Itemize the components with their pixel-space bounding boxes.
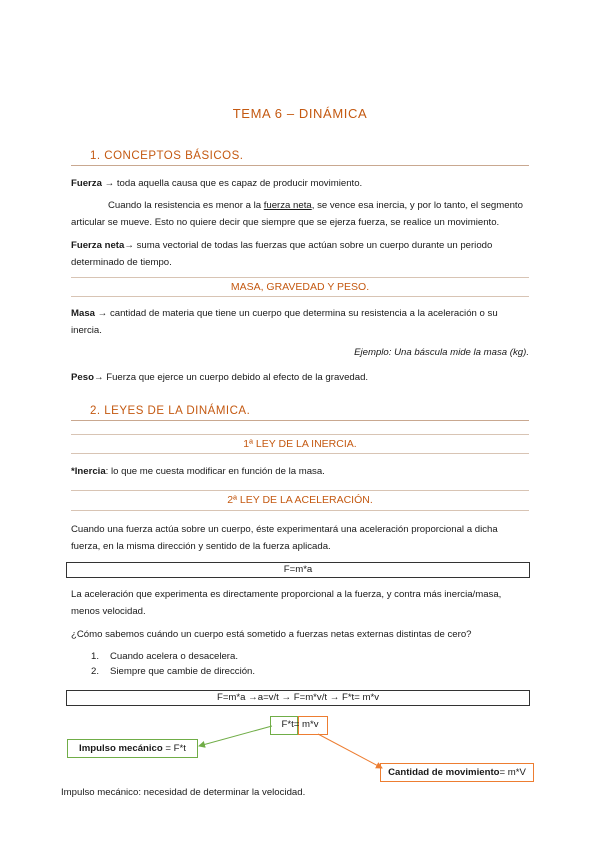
formula-chain-box: F=m*a →a=v/t → F=m*v/t → F*t= m*v xyxy=(66,690,530,706)
resistencia-text-3: articular se mueve. Esto no quiere decir que siempre que se ejerza fuerza, se realice un movimiento. xyxy=(71,216,500,228)
fuerza-neta-term: Fuerza neta xyxy=(71,240,125,251)
ley2-heading: 2ª LEY DE LA ACELERACIÓN. xyxy=(227,494,373,506)
peso-definition: Fuerza que ejerce un cuerpo debido al efecto de la gravedad. xyxy=(106,372,369,383)
impulso-arrow xyxy=(199,726,272,746)
fuerza-arrow: → xyxy=(101,178,117,189)
section-2-heading: 2. LEYES DE LA DINÁMICA. xyxy=(90,405,251,417)
impulso-mecanico-box xyxy=(67,739,198,758)
impulso-value: = F*t xyxy=(162,743,186,754)
masa-text-1: cantidad de materia que tiene un cuerpo que determina su resistencia a la aceleración o su xyxy=(109,308,498,319)
fuerza-definition: toda aquella causa que es capaz de producir movimiento. xyxy=(116,178,363,189)
impulse-momentum-formula: F*t= m*v xyxy=(281,719,319,730)
resistencia-text-1: Cuando la resistencia es menor a la xyxy=(108,200,264,211)
page-title: TEMA 6 – DINÁMICA xyxy=(232,106,368,121)
inercia-definition: : lo que me cuesta modificar en función de la masa. xyxy=(105,466,325,477)
cantidad-term: Cantidad de movimiento xyxy=(388,767,500,778)
ejemplo-text: Ejemplo: Una báscula mide la masa (kg). xyxy=(354,347,529,358)
list-item-text: Siempre que cambie de dirección. xyxy=(110,666,256,677)
cantidad-value: = m*V xyxy=(499,767,526,778)
masa-arrow: → xyxy=(95,308,110,319)
ley2-text-2: fuerza, en la misma dirección y sentido de la fuerza aplicada. xyxy=(71,540,331,552)
masa-heading: MASA, GRAVEDAD Y PESO. xyxy=(230,281,370,293)
formula-f-ma-box: F=m*a xyxy=(66,562,530,578)
section-1-heading: 1. CONCEPTOS BÁSICOS. xyxy=(90,150,244,162)
fuerza-term: Fuerza xyxy=(71,178,102,189)
peso-arrow: → xyxy=(93,372,107,383)
ley2-text-1: Cuando una fuerza actúa sobre un cuerpo, éste experimentará una aceleración proporcional a dicha xyxy=(71,524,498,535)
list-item-text: Cuando acelera o desacelera. xyxy=(110,651,239,662)
pregunta-text: ¿Cómo sabemos cuándo un cuerpo está sometido a fuerzas netas externas distintas de cero? xyxy=(71,629,472,640)
footer-note: Impulso mecánico: necesidad de determinar la velocidad. xyxy=(61,787,306,798)
fuerza-neta-text-1: suma vectorial de todas las fuerzas que actúan sobre un cuerpo durante un periodo xyxy=(136,240,493,251)
peso-term: Peso xyxy=(71,372,94,383)
fuerza-neta-arrow: → xyxy=(124,240,137,251)
list-item-number: 1. xyxy=(91,651,100,662)
list-item-number: 2. xyxy=(91,666,100,677)
cantidad-movimiento-box xyxy=(380,763,534,782)
resistencia-text-2: , se vence esa inercia, y por lo tanto, el segmento xyxy=(311,200,523,211)
masa-term: Masa xyxy=(71,308,95,319)
cantidad-arrow xyxy=(318,734,382,768)
ley1-heading: 1ª LEY DE LA INERCIA. xyxy=(243,438,357,450)
aceleracion-text-2: menos velocidad. xyxy=(71,605,146,617)
fuerza-neta-text-2: determinado de tiempo. xyxy=(71,256,172,268)
masa-text-2: inercia. xyxy=(71,324,102,336)
inercia-term: *Inercia xyxy=(71,466,106,477)
impulso-term: Impulso mecánico xyxy=(79,743,163,754)
aceleracion-text-1: La aceleración que experimenta es directamente proporcional a la fuerza, y contra más inercia/masa, xyxy=(71,589,502,600)
fuerza-neta-link: fuerza neta xyxy=(263,200,312,211)
